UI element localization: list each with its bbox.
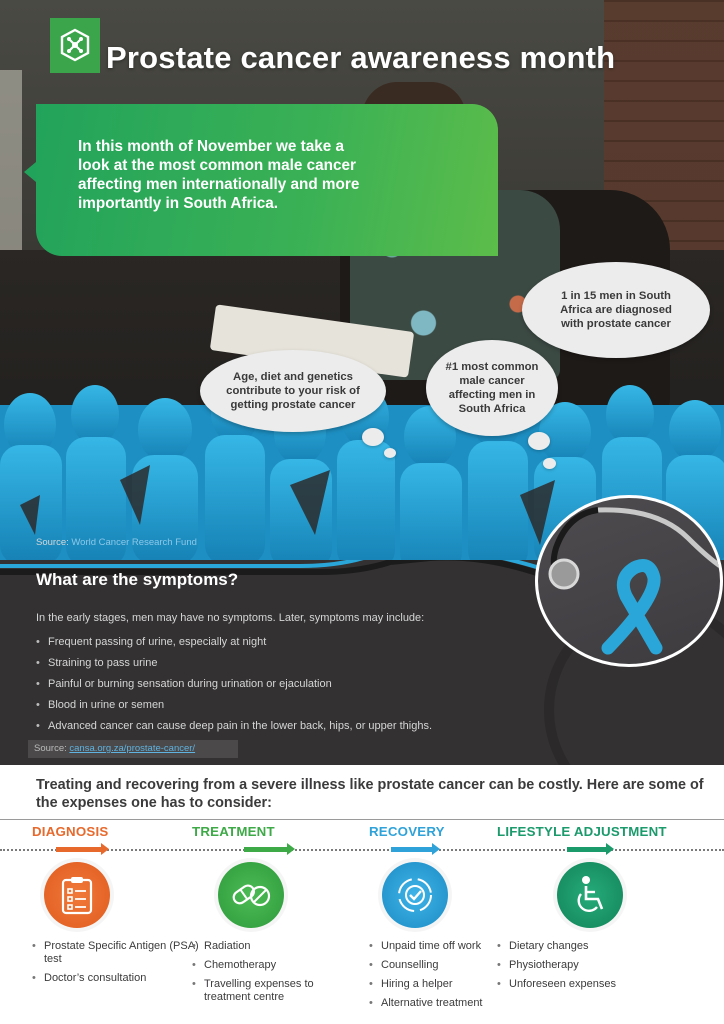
list-item: • Frequent passing of urine, especially at night	[36, 632, 432, 653]
expense-column-treatment	[192, 824, 314, 1003]
clipboard-icon	[44, 862, 110, 928]
old-mutual-tree-icon	[59, 28, 91, 62]
wheelchair-icon	[557, 862, 623, 928]
list-item: • Alternative treatment	[369, 997, 537, 1010]
list-item: • Radiation	[192, 940, 360, 953]
bubble-tail-dot	[384, 448, 396, 458]
brand-logo	[50, 18, 100, 73]
list-item: • Advanced cancer can cause deep pain in the lower back, hips, or upper thighs.	[36, 716, 432, 737]
source-name: World Cancer Research Fund	[71, 537, 197, 548]
list-item: • Blood in urine or semen	[36, 695, 432, 716]
stat-bubble-diagnosed	[522, 262, 710, 358]
list-item: • Unpaid time off work	[369, 940, 537, 953]
stat-bubble-most-common	[426, 340, 558, 436]
list-item: • Physiotherapy	[497, 959, 665, 972]
arrow-icon	[567, 847, 607, 852]
hero-source	[36, 537, 197, 548]
list-item: • Chemotherapy	[192, 959, 360, 972]
column-heading: RECOVERY	[369, 824, 445, 839]
list-item: • Travelling expenses to treatment centre	[192, 978, 360, 1004]
column-heading: DIAGNOSIS	[32, 824, 109, 839]
list-item: • Doctor’s consultation	[32, 972, 200, 985]
arrow-icon	[391, 847, 433, 852]
expense-column-diagnosis	[32, 824, 199, 984]
bubble-tail-dot	[543, 458, 556, 469]
symptoms-intro: In the early stages, men may have no symptoms. Later, symptoms may include:	[36, 612, 425, 624]
column-heading: TREATMENT	[192, 824, 275, 839]
bubble-tail-dot	[528, 432, 550, 450]
bubble-tail-dot	[362, 428, 384, 446]
list-item: • Counselling	[369, 959, 537, 972]
lifestyle-list	[497, 940, 665, 997]
awareness-ribbon-icon	[538, 498, 723, 667]
source-label: Source:	[34, 743, 67, 754]
list-item: • Painful or burning sensation during urination or ejaculation	[36, 674, 432, 695]
recovery-cycle-check-icon	[382, 862, 448, 928]
symptoms-list	[36, 632, 432, 737]
intro-text: In this month of November we take a look at the most common male cancer affecting men internationally and more importantly in South Africa.	[78, 138, 360, 212]
list-item: • Hiring a helper	[369, 978, 537, 991]
arrow-icon	[244, 847, 288, 852]
stat-bubble-text: Age, diet and genetics contribute to your risk of getting prostate cancer	[226, 371, 360, 411]
stat-bubble-text: #1 most common male cancer affecting men in South Africa	[445, 361, 539, 415]
symptoms-source	[28, 740, 238, 758]
expenses-title: Treating and recovering from a severe illness like prostate cancer can be costly. Here are some of the expenses one has to consider:	[36, 777, 704, 811]
arrow-icon	[56, 847, 102, 852]
expense-column-recovery	[369, 824, 483, 1009]
list-item: • Dietary changes	[497, 940, 665, 953]
source-link[interactable]: cansa.org.za/prostate-cancer/	[69, 743, 196, 754]
background-window	[0, 70, 22, 260]
stethoscope-ribbon-photo	[535, 495, 723, 667]
list-item: • Unforeseen expenses	[497, 978, 665, 991]
page-title: Prostate cancer awareness month	[106, 40, 616, 75]
symptoms-title: What are the symptoms?	[36, 570, 239, 589]
treatment-list	[192, 940, 360, 1010]
source-label: Source:	[36, 537, 69, 548]
divider	[0, 819, 724, 820]
pill-capsule-icon	[218, 862, 284, 928]
diagnosis-list	[32, 940, 200, 991]
list-item: • Prostate Specific Antigen (PSA) test	[32, 940, 200, 966]
list-item: • Straining to pass urine	[36, 653, 432, 674]
stat-bubble-risk	[200, 350, 386, 432]
column-heading: LIFESTYLE ADJUSTMENT	[497, 824, 667, 839]
stat-bubble-text: 1 in 15 men in South Africa are diagnosed with prostate cancer	[560, 290, 672, 330]
expense-column-lifestyle	[497, 824, 667, 990]
